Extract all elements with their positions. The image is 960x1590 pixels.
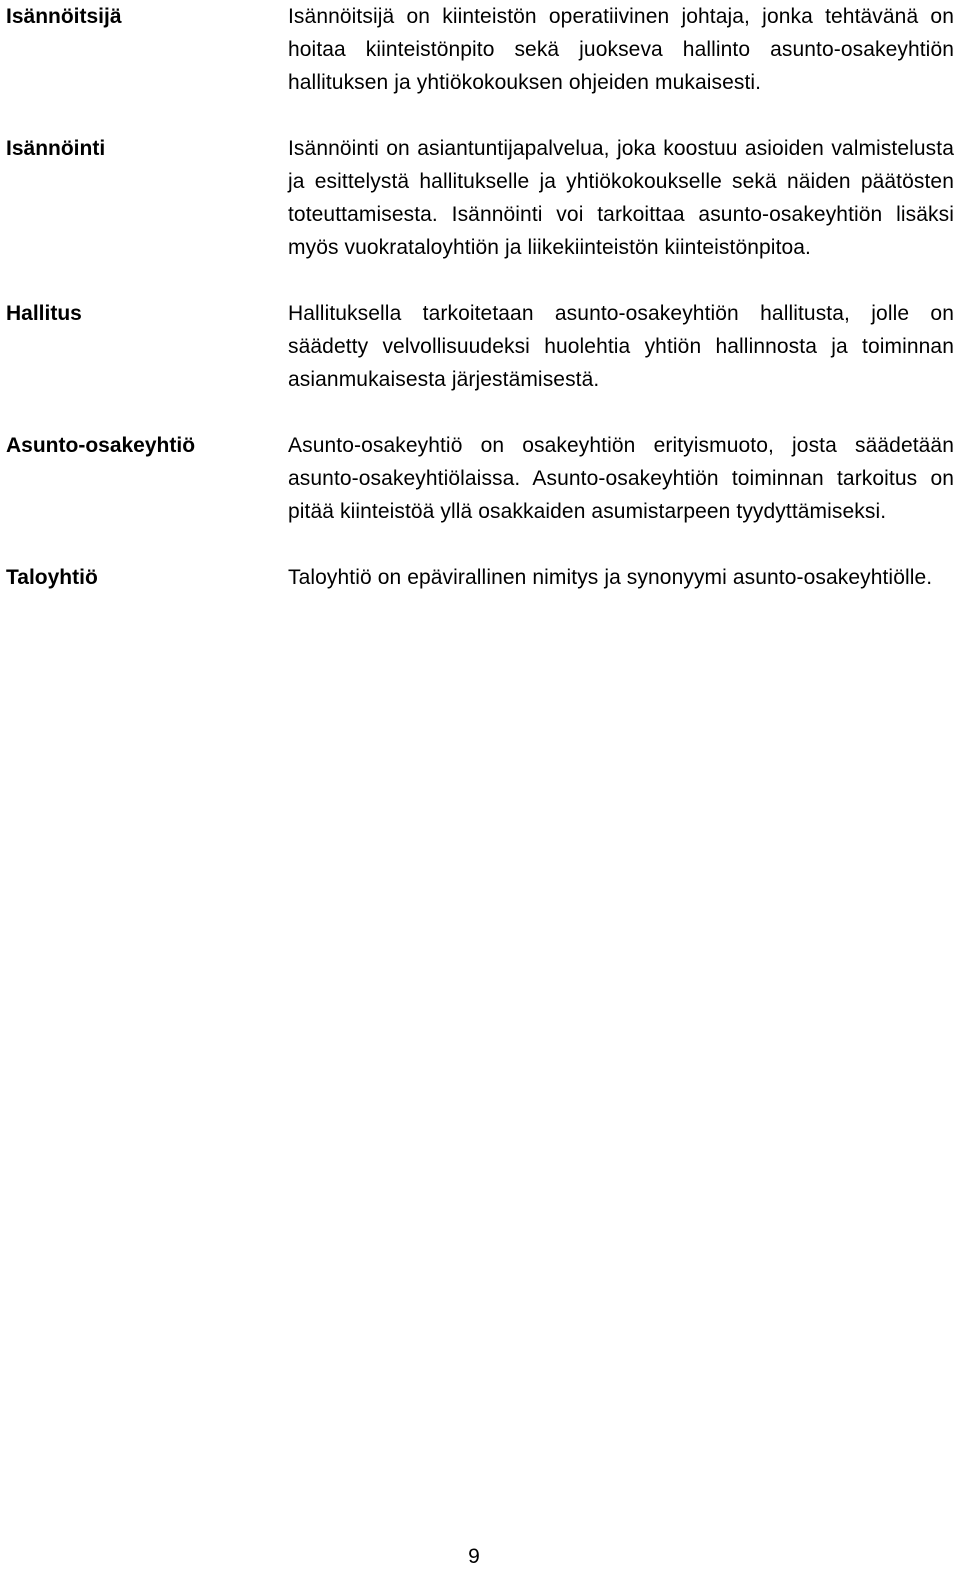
definition-isannoitsija: Isännöitsijä on kiinteistön operatiivinen johtaja, jonka tehtävänä on hoitaa kiinteistönpito sekä juokseva hallinto asunto-osakeyhtiön hallituksen ja yhtiökokouksen ohjeiden mukaisesti. — [288, 5, 954, 94]
glossary — [6, 0, 954, 627]
glossary-entry-asunto-osakeyhtio — [6, 429, 954, 528]
glossary-entry-taloyhtio — [6, 561, 954, 594]
term-isannoitsija: Isännöitsijä — [6, 5, 122, 28]
term-hallitus: Hallitus — [6, 302, 82, 325]
glossary-entry-hallitus — [6, 297, 954, 396]
term-asunto-osakeyhtio: Asunto-osakeyhtiö — [6, 434, 196, 457]
definition-hallitus: Hallituksella tarkoitetaan asunto-osakeyhtiön hallitusta, jolle on säädetty velvollisuudeksi huolehtia yhtiön hallinnosta ja toiminnan asianmukaisesta järjestämisestä. — [288, 302, 954, 391]
page-number: 9 — [468, 1545, 480, 1568]
definition-isannointi: Isännöinti on asiantuntijapalvelua, joka koostuu asioiden valmistelusta ja esittelystä hallitukselle ja yhtiökokoukselle sekä näiden päätösten toteuttamisesta. Isännöinti voi tarkoittaa asunto-osakeyhtiön lisäksi myös vuokrataloyhtiön ja liikekiinteistön kiinteistönpitoa. — [288, 137, 954, 259]
glossary-entry-isannoitsija — [6, 0, 954, 99]
term-isannointi: Isännöinti — [6, 137, 106, 160]
definition-asunto-osakeyhtio: Asunto-osakeyhtiö on osakeyhtiön erityismuoto, josta säädetään asunto-osakeyhtiölaissa. Asunto-osakeyhtiön toiminnan tarkoitus on pitää kiinteistöä yllä osakkaiden asumistarpeen tyydyttämiseksi. — [288, 434, 954, 523]
term-taloyhtio: Taloyhtiö — [6, 566, 98, 589]
glossary-entry-isannointi — [6, 132, 954, 264]
definition-taloyhtio: Taloyhtiö on epävirallinen nimitys ja synonyymi asunto-osakeyhtiölle. — [288, 566, 933, 589]
